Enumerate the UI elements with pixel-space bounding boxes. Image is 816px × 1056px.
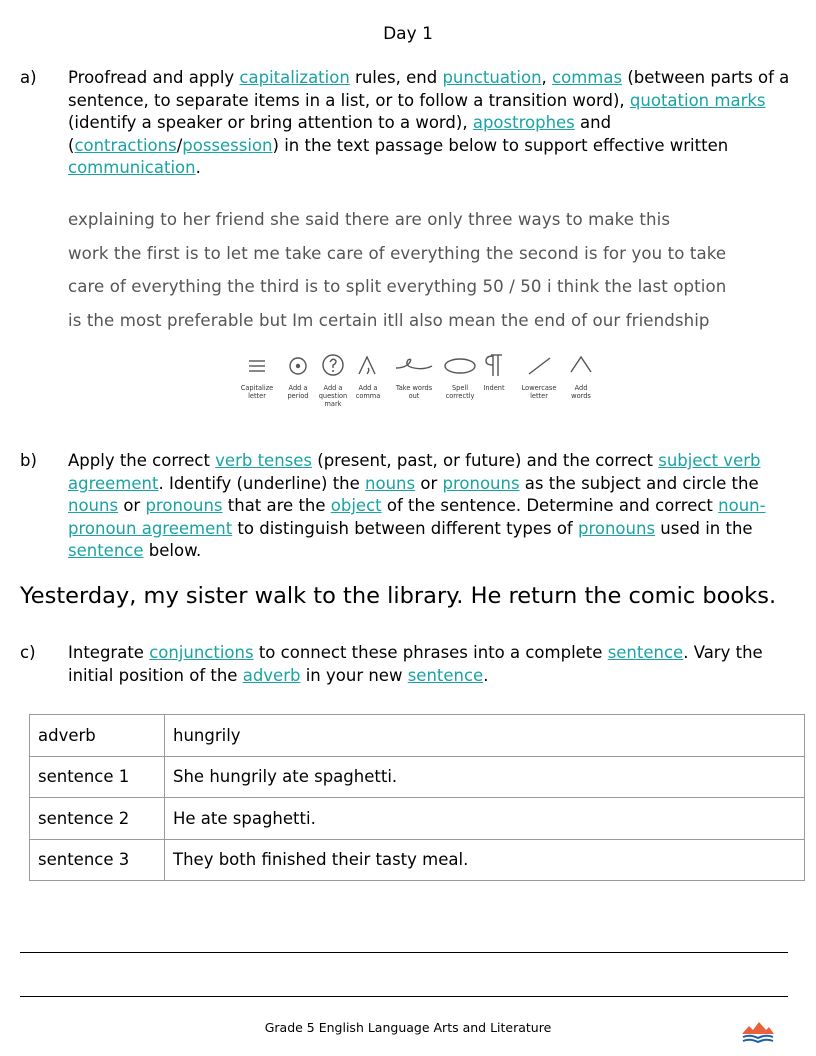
instruction-text-run: (identify a speaker or bring attention to a word), — [68, 113, 473, 132]
table-cell: She hungrily ate spaghetti. — [165, 756, 805, 798]
table-cell: hungrily — [165, 715, 805, 757]
instruction-text-run: as the subject and circle the — [519, 473, 759, 493]
mark-label: Add a question mark — [318, 384, 348, 408]
instruction-a — [20, 67, 790, 180]
instruction-text — [68, 642, 790, 687]
caret-icon — [568, 352, 594, 378]
glossary-link[interactable]: noun-pronoun agreement — [68, 496, 766, 538]
instruction-text-run: or — [118, 496, 146, 515]
slash-icon — [524, 352, 554, 378]
paragraph-icon — [481, 352, 507, 378]
table-row — [30, 798, 805, 840]
answer-line[interactable] — [20, 952, 788, 953]
mark-comma — [350, 352, 386, 400]
glossary-link[interactable]: quotation marks — [629, 90, 766, 110]
table-cell: adverb — [30, 715, 165, 757]
glossary-link[interactable]: nouns — [365, 473, 416, 493]
instruction-text — [68, 450, 790, 563]
mark-spell — [440, 352, 480, 400]
mark-label: Lowercase letter — [521, 384, 557, 400]
instruction-text-run: . Vary the initial position of the — [68, 643, 763, 685]
mark-label: Indent — [483, 384, 505, 392]
table-row — [30, 715, 805, 757]
glossary-link[interactable]: object — [330, 496, 382, 515]
triple-underline-icon — [244, 352, 270, 378]
mark-period — [280, 352, 316, 400]
mark-indent — [478, 352, 510, 392]
instruction-text-run: used in the — [655, 518, 753, 538]
glossary-link[interactable]: subject verb agreement — [68, 451, 761, 493]
table-row — [30, 839, 805, 881]
instruction-text-run: to distinguish between different types of — [232, 518, 578, 538]
glossary-link[interactable]: sentence — [607, 643, 684, 662]
glossary-link[interactable]: pronouns — [577, 518, 656, 538]
instruction-text-run: . Identify (underline) the — [158, 473, 366, 493]
instruction-text-run: . — [195, 158, 201, 177]
glossary-link[interactable]: conjunctions — [149, 643, 254, 662]
instruction-text-run: to connect these phrases into a complete — [253, 643, 608, 662]
instruction-b — [20, 450, 790, 563]
instruction-text-run: Apply the correct — [68, 451, 216, 470]
glossary-link[interactable]: adverb — [242, 665, 301, 685]
instruction-text-run: , — [541, 68, 553, 87]
instruction-text-run: rules, end — [349, 68, 443, 87]
mark-label: Take words out — [395, 384, 433, 400]
glossary-link[interactable]: sentence — [407, 665, 484, 685]
glossary-link[interactable]: commas — [552, 68, 623, 87]
table-cell: sentence 3 — [30, 839, 165, 881]
glossary-link[interactable]: punctuation — [442, 68, 542, 87]
circled-question-icon — [320, 352, 346, 378]
sentence-table — [29, 714, 805, 881]
mountain-book-logo-icon — [740, 1018, 776, 1044]
mark-delete — [394, 352, 434, 400]
circled-dot-icon — [285, 352, 311, 378]
answer-line[interactable] — [20, 996, 788, 997]
item-letter: a) — [20, 68, 37, 87]
circle-word-icon — [442, 352, 478, 378]
passage-line: is the most preferable but Im certain itll also mean the end of our friendship — [68, 311, 710, 331]
page-footer: Grade 5 English Language Arts and Literature — [264, 1020, 552, 1035]
instruction-text-run: (present, past, or future) and the correct — [312, 451, 659, 470]
instruction-text-run: and ( — [68, 113, 612, 155]
glossary-link[interactable]: pronouns — [442, 473, 520, 493]
glossary-link[interactable]: pronouns — [145, 496, 223, 515]
glossary-link[interactable]: possession — [182, 135, 273, 155]
glossary-link[interactable]: verb tenses — [215, 451, 313, 470]
instruction-text-run: below. — [143, 541, 202, 560]
passage-line: care of everything the third is to split everything 50 / 50 i think the last option — [68, 277, 727, 297]
item-letter: c) — [20, 643, 36, 662]
instruction-text-run: Integrate — [68, 643, 150, 662]
glossary-link[interactable]: apostrophes — [472, 113, 575, 132]
instruction-text-run: of the sentence. Determine and correct — [381, 496, 719, 515]
mark-add-words — [564, 352, 598, 400]
table-cell: sentence 1 — [30, 756, 165, 798]
page-title: Day 1 — [383, 24, 433, 44]
text-passage — [68, 203, 798, 338]
glossary-link[interactable]: capitalization — [239, 68, 350, 87]
instruction-text-run: Proofread and apply — [68, 68, 240, 87]
caret-comma-icon — [355, 352, 381, 378]
glossary-link[interactable]: sentence — [68, 541, 144, 560]
glossary-link[interactable]: contractions — [74, 135, 177, 155]
mark-label: Add words — [571, 384, 591, 400]
table-cell: They both finished their tasty meal. — [165, 839, 805, 881]
table-cell: sentence 2 — [30, 798, 165, 840]
passage-line: explaining to her friend she said there are only three ways to make this — [68, 210, 671, 229]
instruction-text-run: or — [415, 473, 443, 493]
mark-label: Spell correctly — [445, 384, 475, 400]
delete-loop-icon — [394, 352, 434, 378]
instruction-text-run: . — [483, 665, 489, 685]
mark-label: Add a period — [287, 384, 309, 400]
mark-question — [314, 352, 352, 408]
table-row — [30, 756, 805, 798]
glossary-link[interactable]: communication — [68, 158, 196, 177]
mark-label: Add a comma — [355, 384, 381, 400]
mark-lowercase — [516, 352, 562, 400]
instruction-text-run: (between parts of a sentence, to separate items in a list, or to follow a transition word), — [68, 68, 790, 110]
proofreading-marks-legend — [230, 352, 610, 422]
mark-label: Capitalize letter — [240, 384, 274, 400]
instruction-c — [20, 642, 790, 687]
instruction-text-run: that are the — [222, 496, 331, 515]
mark-capitalize — [234, 352, 280, 400]
item-letter: b) — [20, 451, 37, 470]
instruction-text-run: ) in the text passage below to support effective written — [272, 135, 729, 155]
instruction-text-run: in your new — [300, 665, 408, 685]
passage-line: work the first is to let me take care of everything the second is for you to take — [68, 243, 727, 263]
instruction-text — [68, 67, 790, 180]
practice-sentence: Yesterday, my sister walk to the library. He return the comic books. — [20, 583, 777, 609]
instruction-text-run: / — [176, 135, 183, 155]
glossary-link[interactable]: nouns — [68, 496, 119, 515]
table-cell: He ate spaghetti. — [165, 798, 805, 840]
